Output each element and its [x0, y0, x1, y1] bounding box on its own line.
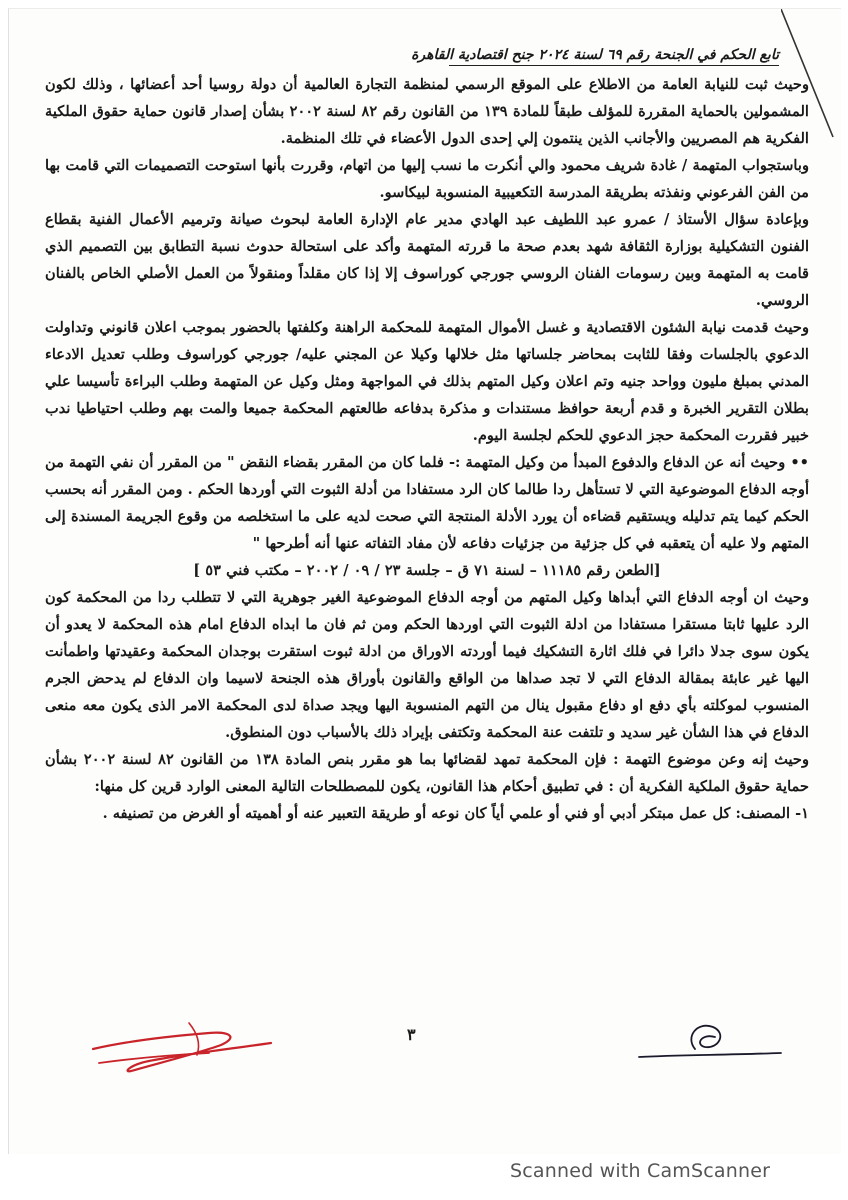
paragraph-defendant-interrogation: وباستجواب المتهمة / غادة شريف محمود والي أنكرت ما نسب إليها من اتهام، وقررت بأنها استوحت التصميمات التي قامت بها من الفن الفرعوني ونفذته بطريقة المدرسة التكعيبية المنسوبة لبيكاسو. — [45, 157, 809, 201]
paragraph-defense-arguments: •• وحيث أنه عن الدفاع والدفوع المبدأ من وكيل المتهمة :- فلما كان من المقرر بقضاء النقض " من المقرر أن نفي التهمة من أوجه الدفاع الموضوعية التي لا تستأهل ردا طالما كان الرد مستفادا من أدلة الثبوت التي أوردها الحكم . ومن المقرر أنه بحسب الحكم كيما يتم تدليله ويستقيم قضاءه أن يورد الأدلة المنتجة التي صحت لديه على ما استخلصه من وقوع الجريمة المسندة إلى المتهم ولا عليه أن يتعقبه في كل جزئية من جزئيات دفاعه لأن مفاد التفاته عنها أنه أطرحها " — [45, 454, 809, 552]
signature-right — [635, 1009, 785, 1069]
paragraph-court-proceedings: وحيث قدمت نيابة الشئون الاقتصادية و غسل الأموال المتهمة للمحكمة الراهنة وكلفتها بالحضور بموجب اعلان قانوني وتداولت الدعوي بالجلسات وفقا للثابت بمحاضر جلساتها مثل خلالها وكيلا عن المجني عليه/ جورجي كوراسوف وطلب تعديل الادعاء المدني بمبلغ مليون وواحد جنيه وتم اعلان وكيل المتهم بذلك في المواجهة ومثل وكيل عن المتهمة وطلب البراءة تأسيسا علي بطلان التقرير الخبرة و قدم أربعة حوافظ مستندات و مذكرة بدفاعه طالعتهم المحكمة جميعا والمت بهم وطلب احتياطيا ندب خبير فقررت المحكمة حجز الدعوي للحكم لجلسة اليوم. — [45, 319, 809, 444]
case-header: تابع الحكم في الجنحة رقم ٦٩ لسنة ٢٠٢٤ جنح اقتصادية القاهرة — [449, 47, 779, 66]
paragraph-defense-rejection: وحيث ان أوجه الدفاع التي أبداها وكيل المتهم من أوجه الدفاع الموضوعية الغير جوهرية التي لا تتطلب ردا من المحكمة كون الرد عليها ثابتا مستقرا مستفادا من ادلة الثبوت التي اوردها الحكم ومن ثم فان ما ابداه الدفاع امام هذه المحكمة لا يعدو أن يكون سوى جدلا دائرا في فلك اثارة التشكيك فيما أوردته الاوراق من ادلة ثبوت استقرت بوجدان المحكمة وعقيدتها واطمأنت اليها غير عابئة بمقالة الدفاع التي لا تجد صداها من الواقع والقانون بأوراق هذه الجنحة لاسيما وان الدفاع لم يدحض الجرم المنسوب لموكلته بأي دفع او دفاع مقبول ينال من التهم المنسوبة اليها ويجد صداة لدى المحكمة الامر الذى يكون معه منعى الدفاع في هذا الشأن غير سديد و تلتفت عنة المحكمة وتكتفى بإيراد ذلك بالأسباب دون المنطوق. — [45, 589, 809, 741]
paragraph-expert-testimony: وبإعادة سؤال الأستاذ / عمرو عبد اللطيف عبد الهادي مدير عام الإدارة العامة لبحوث صيانة وترميم الأعمال الفنية بقطاع الفنون التشكيلية بوزارة الثقافة شهد بعدم صحة ما قررته المتهمة وأكد على استحالة حدوث نسبة التطابق بين التصميم الذي قامت به المتهمة وبين رسومات الفنان الروسي جورجي كوراسوف إلا إذا كان مقلداً ومنقولاً من العمل الأصلي الخاص بالفنان الروسي. — [45, 211, 809, 309]
document-body — [45, 71, 809, 827]
document-page — [8, 8, 841, 1154]
paragraph-definition-work: ١- المصنف: كل عمل مبتكر أدبي أو فني أو علمي أياً كان نوعه أو طريقة التعبير عنه أو أهميته أو الغرض من تصنيفه . — [102, 805, 809, 822]
paragraph-wto-membership: وحيث ثبت للنيابة العامة من الاطلاع على الموقع الرسمي لمنظمة التجارة العالمية أن دولة روسيا أحد أعضائها ، وذلك لكون المشمولين بالحماية المقررة للمؤلف طبقاً للمادة ١٣٩ من القانون رقم ٨٢ لسنة ٢٠٠٢ بشأن إصدار قانون حماية حقوق الملكية الفكرية هم المصريين والأجانب الذين ينتمون إلي إحدى الدول الأعضاء في تلك المنظمة. — [45, 76, 809, 147]
paragraph-appeal-citation: [الطعن رقم ١١١٨٥ – لسنة ٧١ ق – جلسة ٢٣ / ٠٩ / ٢٠٠٢ – مكتب فني ٥٣ ] — [193, 562, 661, 579]
signature-left-red — [89, 1019, 279, 1079]
scanner-watermark: Scanned with CamScanner — [510, 1160, 771, 1182]
page-number: ٣ — [407, 1025, 416, 1044]
paragraph-charge-subject: وحيث إنه وعن موضوع التهمة : فإن المحكمة تمهد لقضائها بما هو مقرر بنص المادة ١٣٨ من القانون ٨٢ لسنة ٢٠٠٢ بشأن حماية حقوق الملكية الفكرية أن : في تطبيق أحكام هذا القانون، يكون للمصطلحات التالية المعنى الوارد قرين كل منها: — [45, 751, 809, 795]
